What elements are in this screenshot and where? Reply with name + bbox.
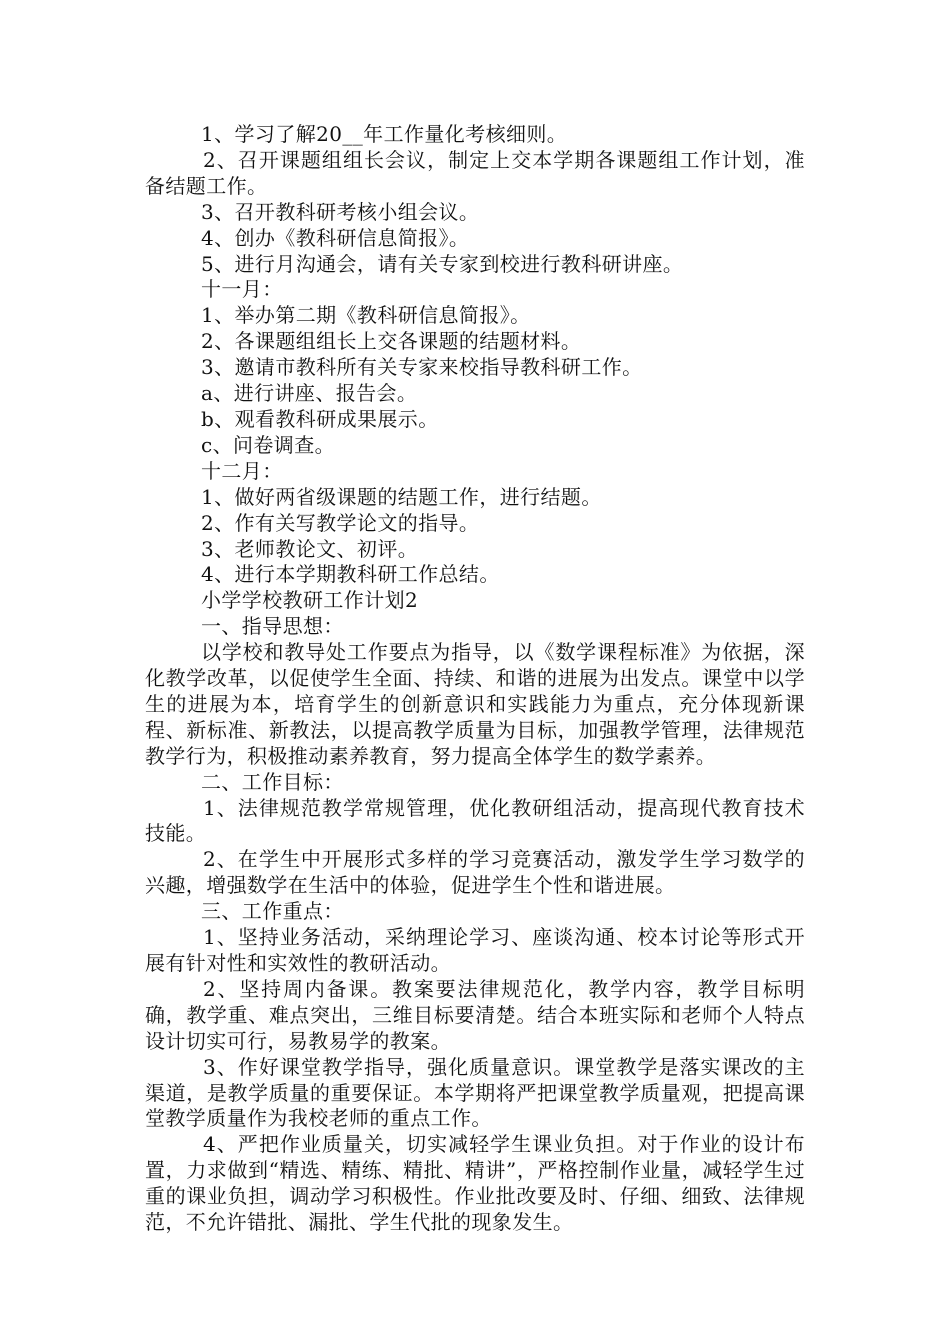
dec-heading: 十二月： [201, 458, 283, 483]
nov-sub-item-a: a、进行讲座、报告会。 [201, 381, 418, 406]
oct-item-3: 3、召开教科研考核小组会议。 [201, 199, 480, 224]
document-page [145, 122, 805, 1236]
goal-item-1: 1、法律规范教学常规管理，优化教研组活动，提高现代教育技术技能。 [145, 795, 805, 846]
focus-item-1: 1、坚持业务活动，采纳理论学习、座谈沟通、校本讨论等形式开展有针对性和实效性的教研活动。 [145, 925, 805, 975]
plan2-title: 小学学校教研工作计划2 [201, 588, 419, 613]
oct-item-2: 2、召开课题组组长会议，制定上交本学期各课题组工作计划，准备结题工作。 [145, 147, 805, 198]
oct-item-5: 5、进行月沟通会，请有关专家到校进行教科研讲座。 [201, 251, 684, 276]
oct-item-4: 4、创办《教科研信息简报》。 [201, 225, 470, 250]
goal-heading: 二、工作目标： [201, 769, 344, 794]
guide-heading: 一、指导思想： [201, 614, 344, 639]
guide-paragraph: 以学校和教导处工作要点为指导，以《数学课程标准》为依据，深化教学改革，以促使学生全面、持续、和谐的进展为出发点。课堂中以学生的进展为本，培育学生的创新意识和实践能力为重点，充分体现新课程、新标准、新教法，以提高教学质量为目标，加强教学管理，法律规范教学行为，积极推动素养教育，努力提高全体学生的数学素养。 [145, 640, 805, 768]
nov-sub-item-c: c、问卷调查。 [201, 432, 336, 457]
dec-item-3: 3、老师教论文、初评。 [201, 536, 419, 561]
nov-sub-item-b: b、观看教科研成果展示。 [201, 406, 439, 431]
goal-item-2: 2、在学生中开展形式多样的学习竞赛活动，激发学生学习数学的兴趣，增强数学在生活中的体验，促进学生个性和谐进展。 [145, 847, 805, 898]
dec-item-4: 4、进行本学期教科研工作总结。 [201, 562, 500, 587]
focus-item-3: 3、作好课堂教学指导，强化质量意识。课堂教学是落实课改的主渠道，是教学质量的重要保证。本学期将严把课堂教学质量观，把提高课堂教学质量作为我校老师的重点工作。 [145, 1054, 805, 1131]
nov-item-2: 2、各课题组组长上交各课题的结题材料。 [201, 329, 582, 354]
nov-item-3: 3、邀请市教科所有关专家来校指导教科研工作。 [201, 355, 643, 380]
focus-item-2: 2、坚持周内备课。教案要法律规范化，教学内容，教学目标明确，教学重、难点突出，三维目标要清楚。结合本班实际和老师个人特点设计切实可行，易教易学的教案。 [145, 976, 805, 1053]
dec-item-2: 2、作有关写教学论文的指导。 [201, 510, 480, 535]
nov-heading: 十一月： [201, 277, 283, 302]
dec-item-1: 1、做好两省级课题的结题工作，进行结题。 [201, 484, 602, 509]
oct-item-1: 1、学习了解20__年工作量化考核细则。 [201, 122, 568, 146]
focus-item-4: 4、严把作业质量关，切实减轻学生课业负担。对于作业的设计布置，力求做到“精选、精练、精批、精讲”，严格控制作业量，减轻学生过重的课业负担，调动学习积极性。作业批改要及时、仔细、细致、法律规范，不允许错批、漏批、学生代批的现象发生。 [145, 1132, 805, 1235]
focus-heading: 三、工作重点： [201, 899, 344, 924]
nov-item-1: 1、举办第二期《教科研信息简报》。 [201, 303, 531, 328]
